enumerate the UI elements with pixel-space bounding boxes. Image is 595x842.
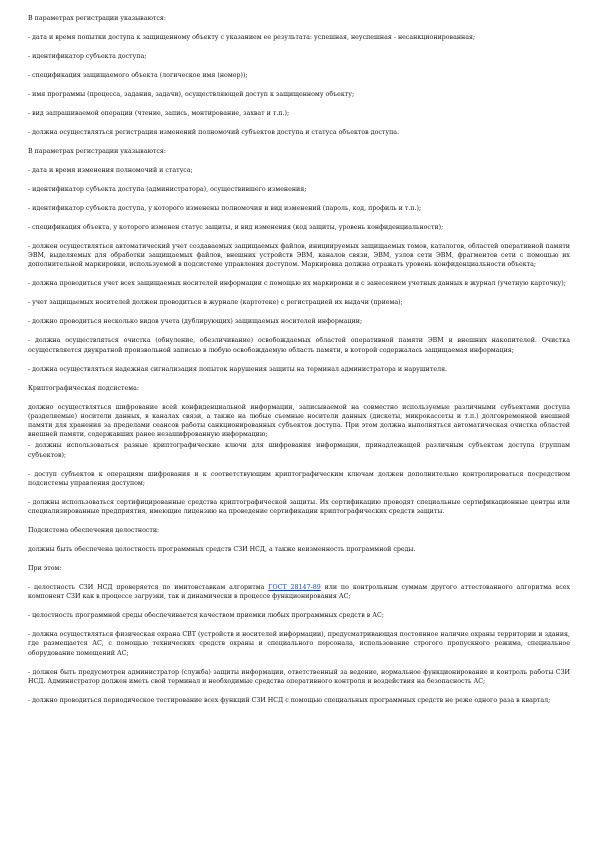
list-item: - спецификация объекта, у которого изменен статус защиты, и вид изменения (код защиты, уровень конфиденциальности);	[28, 224, 444, 231]
list-item: - идентификатор субъекта доступа, у которого изменены полномочия и вид изменений (пароль, код, профиль и т.п.);	[28, 205, 422, 212]
list-item: - должны использоваться сертифицированные средства криптографической защиты. Их сертификацию проводят специальные сертификационные центры или специализированные предприятия, имеющие лицензию на проведение сертификации криптографических средств защиты.	[28, 498, 570, 516]
list-item: - должно проводиться несколько видов учета (дублирующих) защищаемых носителей информации;	[28, 318, 363, 326]
list-item: - должна осуществляться регистрация изменений полномочий субъектов доступа и статуса объектов доступа.	[28, 129, 400, 136]
list-item: - идентификатор субъекта доступа;	[28, 53, 147, 60]
list-item: - целостность программной среды обеспечивается качеством приемки любых программных средств в АС;	[28, 612, 385, 620]
gost-link[interactable]: ГОСТ 28147-89	[268, 584, 321, 592]
list-item: - имя программы (процесса, задания, задачи), осуществляющей доступ к защищенному объекту;	[28, 91, 355, 98]
document-page	[28, 14, 570, 715]
list-item: - дата и время изменения полномочий и статуса;	[28, 167, 193, 174]
list-item: - доступ субъектов к операциям шифрования и к соответствующим криптографическим ключам должен дополнительно контролироваться посредством подсистемы управления доступом;	[28, 470, 570, 487]
list-item	[28, 583, 570, 601]
list-item: - вид запрашиваемой операции (чтение, запись, монтирование, захват и т.п.);	[28, 110, 290, 117]
list-item: - идентификатор субъекта доступа (администратора), осуществившего изменения;	[28, 186, 307, 193]
list-item: - должна проводиться учет всех защищаемых носителей информации с помощью их маркировки и с занесением учетных данных в журнал (учетную карточку);	[28, 280, 566, 288]
list-item: - должна осуществляться надежная сигнализация попыток нарушения защиты на терминал администратора и нарушителя.	[28, 365, 448, 373]
paragraph: В параметрах регистрации указываются:	[28, 15, 167, 22]
list-item: - дата и время попытки доступа к защищенному объекту с указанием ее результата: успешная, неуспешная - несанкционированная;	[28, 34, 476, 41]
list-item: - учет защищаемых носителей должен проводиться в журнале (картотеке) с регистрацией их выдачи (приема);	[28, 299, 403, 307]
list-item-text-after: или по контрольным суммам другого аттестованного алгоритма всех компонент СЗИ как в процессе загрузки, так и динамически в процессе функционирования АС;	[28, 584, 570, 601]
list-item: - должен быть предусмотрен администратор (служба) защиты информации, ответственный за ведение, нормальное функционирование и контроль работы СЗИ НСД. Администратор должен иметь свой терминал и необходимые средства оперативного контроля и воздействия на безопасность АС;	[28, 668, 570, 685]
list-item: - должны использоваться разные криптографические ключи для шифрования информации, принадлежащей различным субъектам доступа (группам субъектов);	[28, 442, 570, 459]
list-item: - должна осуществляться физическая охрана СВТ (устройств и носителей информации), предусматривающая постоянное наличие охраны территории и здания, где размещается АС, с помощью технических средств охраны и специального персонала, использование строгого пропускного режима, специальное оборудование помещений АС;	[28, 631, 570, 657]
list-item: - должен осуществляться автоматический учет создаваемых защищаемых файлов, инициируемых защищаемых томов, каталогов, областей оперативной памяти ЭВМ, выделяемых для обработки защищаемых файлов, внешних устройств ЭВМ, каналов связи, ЭВМ, узлов сети ЭВМ, фрагментов сети с помощью их дополнительной маркировки, используемой в подсистеме управления доступом. Маркировка должна отражать уровень конфиденциальности объекта;	[28, 243, 570, 269]
list-item: - должно проводиться периодическое тестирование всех функций СЗИ НСД с помощью специальных программных средств не реже одного раза в квартал;	[28, 696, 551, 704]
section-heading: Подсистема обеспечения целостности:	[28, 527, 160, 535]
list-item: - должна осуществляться очистка (обнуление, обезличивание) освобождаемых областей оперативной памяти ЭВМ и внешних накопителей. Очистка осуществляется двукратной произвольной записью в любую освобождаемую область памяти, в которой содержалась защищаемая информация;	[28, 337, 570, 354]
paragraph: должны быть обеспечена целостность программных средств СЗИ НСД, а также неизменность программной среды.	[28, 546, 416, 554]
paragraph: В параметрах регистрации указываются:	[28, 148, 167, 155]
list-item-text-before: - целостность СЗИ НСД проверяется по имитовставкам алгоритма	[28, 584, 269, 592]
list-item: - спецификация защищаемого объекта (логическое имя (номер));	[28, 72, 248, 79]
paragraph: должно осуществляться шифрование всей конфиденциальной информации, записываемой на совместно используемые различными субъектами доступа (разделяемые) носители данных, в каналах связи, а также на любые съемные носители данных (дискеты, микрокассеты и т.п.) долговременной внешней памяти для хранения за пределами сеансов работы санкционированных субъектов доступа. При этом должна выполняться автоматическая очистка областей внешней памяти, содержавших ранее незашифрованную информацию;	[28, 403, 570, 439]
paragraph: При этом:	[28, 565, 62, 573]
section-heading: Криптографическая подсистема:	[28, 384, 139, 392]
